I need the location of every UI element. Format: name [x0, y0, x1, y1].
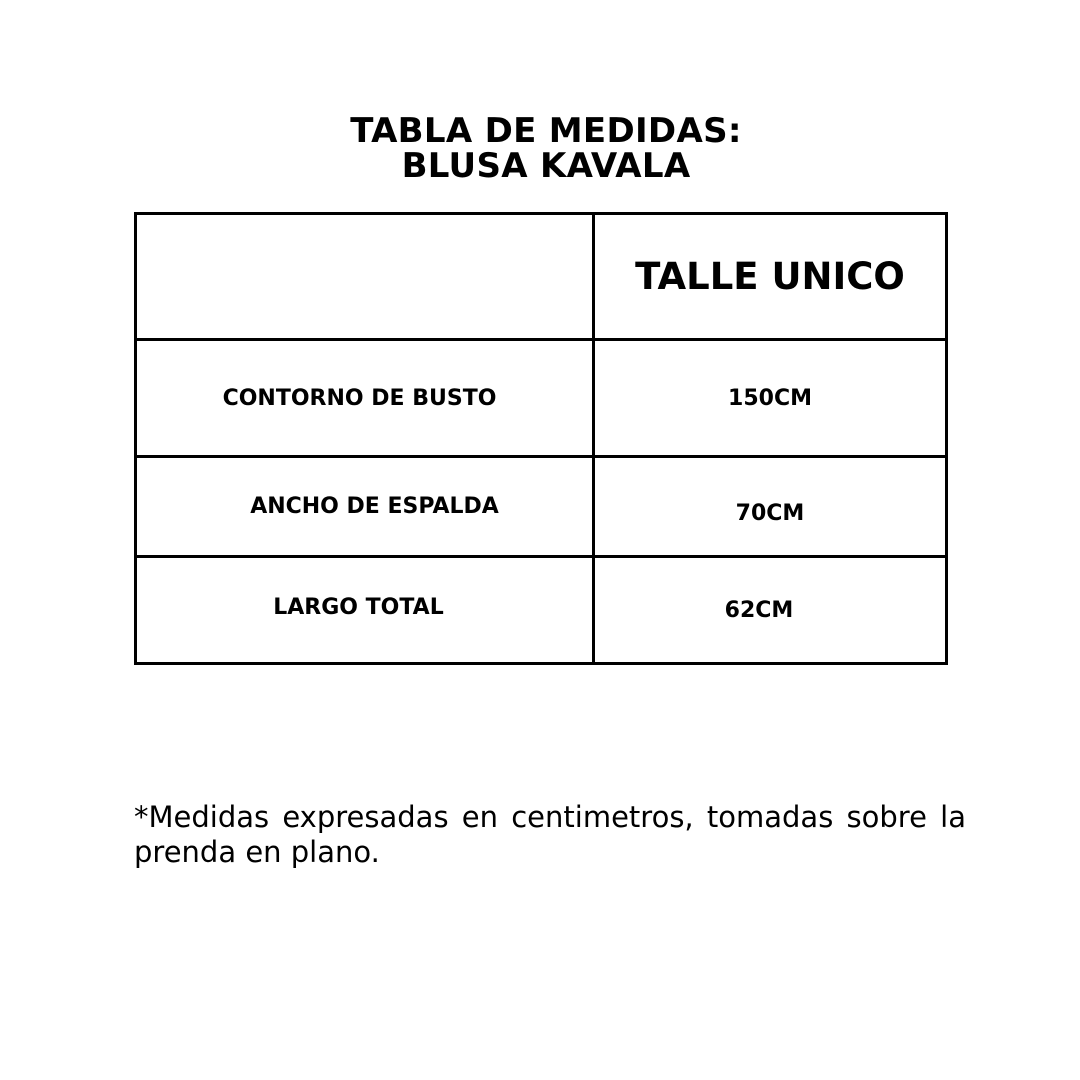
measure-label: CONTORNO DE BUSTO — [136, 340, 594, 457]
measurement-note: *Medidas expresadas en centimetros, tomadas sobre la prenda en plano. — [134, 800, 966, 869]
table-corner-cell — [136, 214, 594, 340]
table-header-row — [136, 214, 947, 340]
table-row — [136, 557, 947, 664]
measure-value: 70CM — [594, 457, 947, 557]
size-table — [134, 212, 948, 665]
measure-label: ANCHO DE ESPALDA — [136, 457, 594, 557]
table-row — [136, 340, 947, 457]
title-line-2: BLUSA KAVALA — [401, 146, 691, 186]
measure-value: 150CM — [594, 340, 947, 457]
measure-value: 62CM — [594, 557, 947, 664]
table-row — [136, 457, 947, 557]
page-title — [0, 111, 1080, 186]
measure-label: LARGO TOTAL — [136, 557, 594, 664]
title-line-1: TABLA DE MEDIDAS: — [350, 111, 742, 151]
size-header-cell: TALLE UNICO — [594, 214, 947, 340]
